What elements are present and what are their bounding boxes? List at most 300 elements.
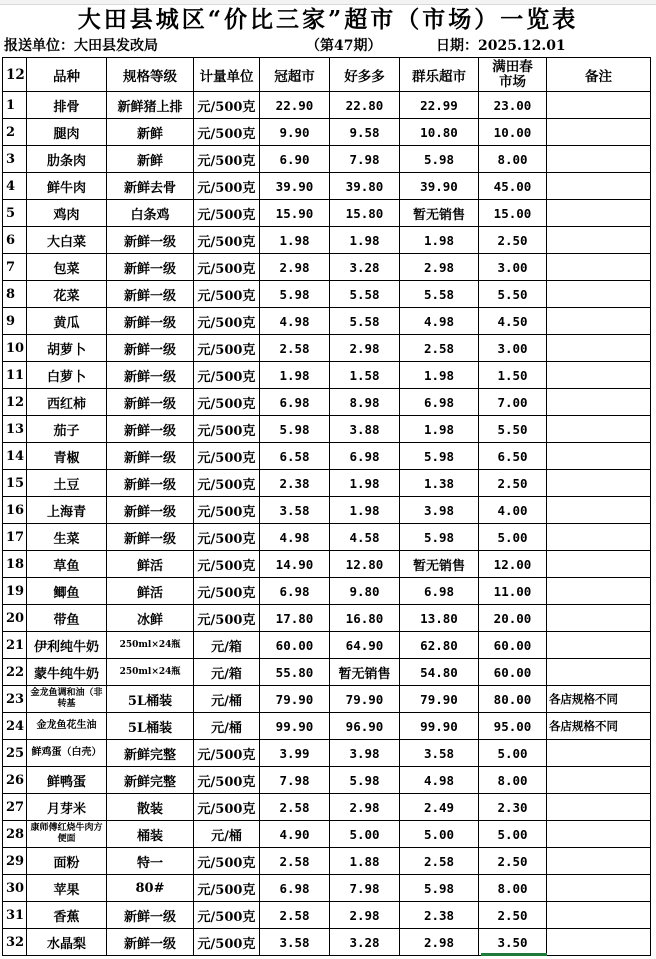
table-cell[interactable]: 3.28 xyxy=(330,254,400,281)
table-cell[interactable]: 元/500克 xyxy=(194,497,260,524)
table-cell[interactable]: 2.98 xyxy=(330,902,400,929)
table-cell[interactable]: 6.98 xyxy=(400,389,479,416)
table-cell[interactable] xyxy=(547,416,651,443)
table-cell[interactable]: 60.00 xyxy=(479,659,547,686)
header-cell[interactable]: 规格等级 xyxy=(107,58,194,92)
table-cell[interactable]: 元/500克 xyxy=(194,740,260,767)
table-cell[interactable]: 28 xyxy=(3,821,27,848)
table-cell[interactable] xyxy=(547,659,651,686)
table-cell[interactable]: 1.88 xyxy=(330,848,400,875)
table-cell[interactable]: 9.90 xyxy=(260,119,330,146)
table-cell[interactable]: 白条鸡 xyxy=(107,200,194,227)
table-cell[interactable]: 9 xyxy=(3,308,27,335)
table-cell[interactable]: 54.80 xyxy=(400,659,479,686)
table-cell[interactable] xyxy=(547,119,651,146)
table-cell[interactable]: 元/500克 xyxy=(194,470,260,497)
table-cell[interactable]: 2.50 xyxy=(479,848,547,875)
table-cell[interactable]: 5L桶装 xyxy=(107,713,194,740)
table-cell[interactable]: 5.00 xyxy=(479,524,547,551)
table-cell[interactable]: 17.80 xyxy=(260,605,330,632)
table-cell[interactable]: 1.98 xyxy=(260,362,330,389)
table-cell[interactable]: 80.00 xyxy=(479,686,547,713)
table-cell[interactable]: 元/桶 xyxy=(194,713,260,740)
table-cell[interactable]: 10.80 xyxy=(400,119,479,146)
table-cell[interactable]: 8.00 xyxy=(479,875,547,902)
table-cell[interactable]: 14.90 xyxy=(260,551,330,578)
table-cell[interactable]: 1.58 xyxy=(330,362,400,389)
table-cell[interactable]: 3.98 xyxy=(400,497,479,524)
table-cell[interactable]: 新鲜一级 xyxy=(107,902,194,929)
table-cell[interactable]: 11 xyxy=(3,362,27,389)
table-cell[interactable]: 23 xyxy=(3,686,27,713)
table-cell[interactable] xyxy=(547,605,651,632)
table-cell[interactable]: 新鲜一级 xyxy=(107,308,194,335)
table-cell[interactable]: 15.80 xyxy=(330,200,400,227)
table-cell[interactable] xyxy=(547,443,651,470)
table-cell[interactable]: 元/500克 xyxy=(194,200,260,227)
table-cell[interactable]: 62.80 xyxy=(400,632,479,659)
table-cell[interactable]: 4.98 xyxy=(260,524,330,551)
table-cell[interactable]: 新鲜一级 xyxy=(107,524,194,551)
table-cell[interactable]: 10.00 xyxy=(479,119,547,146)
table-cell[interactable]: 7.98 xyxy=(330,875,400,902)
table-cell[interactable]: 8.00 xyxy=(479,767,547,794)
table-cell[interactable]: 39.80 xyxy=(330,173,400,200)
table-cell[interactable]: 4.98 xyxy=(260,308,330,335)
table-cell[interactable]: 元/500克 xyxy=(194,578,260,605)
table-cell[interactable] xyxy=(547,470,651,497)
table-cell[interactable] xyxy=(547,308,651,335)
table-cell[interactable]: 元/500克 xyxy=(194,254,260,281)
table-cell[interactable]: 元/500克 xyxy=(194,362,260,389)
table-cell[interactable]: 新鲜一级 xyxy=(107,389,194,416)
table-cell[interactable]: 64.90 xyxy=(330,632,400,659)
table-cell[interactable]: 5.00 xyxy=(400,821,479,848)
header-cell[interactable]: 品种 xyxy=(27,58,107,92)
table-cell[interactable]: 30 xyxy=(3,875,27,902)
table-cell[interactable]: 生菜 xyxy=(27,524,107,551)
table-cell[interactable]: 大白菜 xyxy=(27,227,107,254)
table-cell[interactable] xyxy=(547,281,651,308)
table-cell[interactable]: 79.90 xyxy=(400,686,479,713)
table-cell[interactable]: 55.80 xyxy=(260,659,330,686)
table-cell[interactable]: 3.50 xyxy=(479,929,547,956)
table-cell[interactable]: 3 xyxy=(3,146,27,173)
table-cell[interactable]: 3.28 xyxy=(330,929,400,956)
table-cell[interactable] xyxy=(547,794,651,821)
table-cell[interactable]: 肋条肉 xyxy=(27,146,107,173)
table-cell[interactable]: 1.98 xyxy=(330,470,400,497)
table-cell[interactable]: 5.98 xyxy=(330,767,400,794)
table-cell[interactable]: 各店规格不同 xyxy=(547,713,651,740)
table-cell[interactable]: 39.90 xyxy=(400,173,479,200)
table-cell[interactable] xyxy=(547,146,651,173)
table-cell[interactable] xyxy=(547,848,651,875)
table-cell[interactable]: 2.50 xyxy=(479,902,547,929)
table-cell[interactable]: 5.98 xyxy=(400,146,479,173)
table-cell[interactable]: 16 xyxy=(3,497,27,524)
table-cell[interactable]: 3.88 xyxy=(330,416,400,443)
date-label: 日期：2025.12.01 xyxy=(436,38,566,54)
table-cell[interactable]: 60.00 xyxy=(260,632,330,659)
table-cell[interactable]: 鲜活 xyxy=(107,578,194,605)
table-cell[interactable]: 鲜鸡蛋（白壳） xyxy=(27,740,107,767)
table-cell[interactable]: 金龙鱼调和油（非转基 xyxy=(27,686,107,713)
table-cell[interactable]: 各店规格不同 xyxy=(547,686,651,713)
table-cell[interactable] xyxy=(547,767,651,794)
table-cell[interactable]: 4.00 xyxy=(479,497,547,524)
table-cell[interactable]: 新鲜一级 xyxy=(107,470,194,497)
table-cell[interactable]: 苹果 xyxy=(27,875,107,902)
table-cell[interactable]: 24 xyxy=(3,713,27,740)
table-cell[interactable]: 5.98 xyxy=(400,875,479,902)
table-cell[interactable]: 96.90 xyxy=(330,713,400,740)
table-cell[interactable]: 15.00 xyxy=(479,200,547,227)
table-cell[interactable] xyxy=(547,173,651,200)
table-cell[interactable]: 14 xyxy=(3,443,27,470)
table-cell[interactable]: 新鲜一级 xyxy=(107,335,194,362)
table-cell[interactable]: 1.98 xyxy=(330,497,400,524)
table-cell[interactable]: 12.00 xyxy=(479,551,547,578)
table-cell[interactable]: 5L桶装 xyxy=(107,686,194,713)
table-cell[interactable]: 7.00 xyxy=(479,389,547,416)
table-cell[interactable]: 新鲜完整 xyxy=(107,767,194,794)
table-cell[interactable]: 元/500克 xyxy=(194,875,260,902)
table-cell[interactable]: 元/桶 xyxy=(194,821,260,848)
table-cell[interactable]: 10 xyxy=(3,335,27,362)
table-cell[interactable]: 16.80 xyxy=(330,605,400,632)
table-cell[interactable]: 5.00 xyxy=(479,821,547,848)
table-cell[interactable]: 2.98 xyxy=(260,254,330,281)
table-cell[interactable]: 暂无销售 xyxy=(400,200,479,227)
table-cell[interactable]: 元/500克 xyxy=(194,794,260,821)
table-cell[interactable]: 4.58 xyxy=(330,524,400,551)
table-cell[interactable]: 暂无销售 xyxy=(330,659,400,686)
table-cell[interactable]: 4.50 xyxy=(479,308,547,335)
table-cell[interactable]: 2.30 xyxy=(479,794,547,821)
table-cell[interactable] xyxy=(547,902,651,929)
table-cell[interactable]: 60.00 xyxy=(479,632,547,659)
table-cell[interactable]: 12.80 xyxy=(330,551,400,578)
table-cell[interactable]: 2.50 xyxy=(479,227,547,254)
table-cell[interactable]: 元/500克 xyxy=(194,227,260,254)
table-cell[interactable]: 250ml×24瓶 xyxy=(107,632,194,659)
table-cell[interactable]: 黄瓜 xyxy=(27,308,107,335)
table-cell[interactable]: 蒙牛纯牛奶 xyxy=(27,659,107,686)
table-cell[interactable]: 元/500克 xyxy=(194,929,260,956)
table-cell[interactable]: 3.00 xyxy=(479,335,547,362)
table-cell[interactable]: 新鲜完整 xyxy=(107,740,194,767)
table-cell[interactable]: 22.80 xyxy=(330,92,400,119)
table-cell[interactable]: 排骨 xyxy=(27,92,107,119)
table-cell[interactable] xyxy=(547,92,651,119)
table-cell[interactable]: 6.98 xyxy=(260,875,330,902)
table-cell[interactable]: 22.99 xyxy=(400,92,479,119)
table-cell[interactable]: 3.58 xyxy=(260,929,330,956)
table-cell[interactable]: 11.00 xyxy=(479,578,547,605)
table-cell[interactable]: 3.98 xyxy=(330,740,400,767)
table-cell[interactable]: 99.90 xyxy=(260,713,330,740)
header-cell[interactable]: 满田春 市场 xyxy=(479,58,547,92)
header-cell[interactable]: 群乐超市 xyxy=(400,58,479,92)
table-cell[interactable]: 4.98 xyxy=(400,308,479,335)
table-cell[interactable]: 79.90 xyxy=(260,686,330,713)
table-cell[interactable]: 2.49 xyxy=(400,794,479,821)
table-cell[interactable]: 散装 xyxy=(107,794,194,821)
table-cell[interactable]: 元/箱 xyxy=(194,659,260,686)
header-cell[interactable]: 备注 xyxy=(547,58,651,92)
header-cell[interactable]: 好多多 xyxy=(330,58,400,92)
table-cell[interactable]: 特一 xyxy=(107,848,194,875)
table-cell[interactable]: 元/500克 xyxy=(194,416,260,443)
table-cell[interactable]: 20 xyxy=(3,605,27,632)
table-cell[interactable]: 29 xyxy=(3,848,27,875)
table-cell[interactable]: 新鲜一级 xyxy=(107,443,194,470)
table-cell[interactable]: 新鲜一级 xyxy=(107,497,194,524)
table-cell[interactable]: 3.58 xyxy=(260,497,330,524)
table-cell[interactable]: 6.50 xyxy=(479,443,547,470)
table-cell[interactable] xyxy=(547,254,651,281)
table-cell[interactable] xyxy=(547,875,651,902)
table-cell[interactable]: 新鲜一级 xyxy=(107,416,194,443)
table-cell[interactable]: 元/500克 xyxy=(194,443,260,470)
table-cell[interactable]: 2.98 xyxy=(400,929,479,956)
table-cell[interactable]: 新鲜一级 xyxy=(107,227,194,254)
table-cell[interactable]: 2.58 xyxy=(260,902,330,929)
table-cell[interactable]: 5.00 xyxy=(330,821,400,848)
table-cell[interactable]: 2.50 xyxy=(479,470,547,497)
table-cell[interactable]: 7.98 xyxy=(260,767,330,794)
table-cell[interactable]: 金龙鱼花生油 xyxy=(27,713,107,740)
table-cell[interactable]: 2.98 xyxy=(400,254,479,281)
table-cell[interactable]: 1.38 xyxy=(400,470,479,497)
table-cell[interactable]: 带鱼 xyxy=(27,605,107,632)
table-cell[interactable]: 水晶梨 xyxy=(27,929,107,956)
table-cell[interactable]: 腿肉 xyxy=(27,119,107,146)
table-cell[interactable]: 元/500克 xyxy=(194,308,260,335)
table-cell[interactable] xyxy=(547,200,651,227)
table-cell[interactable]: 2.58 xyxy=(400,335,479,362)
table-cell[interactable]: 元/500克 xyxy=(194,389,260,416)
table-cell[interactable]: 2.58 xyxy=(260,794,330,821)
table-cell[interactable]: 包菜 xyxy=(27,254,107,281)
table-cell[interactable]: 元/500克 xyxy=(194,146,260,173)
table-cell[interactable]: 冰鲜 xyxy=(107,605,194,632)
table-cell[interactable]: 5.98 xyxy=(260,281,330,308)
table-cell[interactable] xyxy=(547,389,651,416)
table-cell[interactable]: 32 xyxy=(3,929,27,956)
table-cell[interactable]: 草鱼 xyxy=(27,551,107,578)
table-cell[interactable] xyxy=(547,524,651,551)
table-cell[interactable]: 元/500克 xyxy=(194,335,260,362)
table-cell[interactable]: 新鲜 xyxy=(107,146,194,173)
table-cell[interactable]: 99.90 xyxy=(400,713,479,740)
table-cell[interactable]: 1.98 xyxy=(400,416,479,443)
table-cell[interactable]: 18 xyxy=(3,551,27,578)
table-cell[interactable]: 80# xyxy=(107,875,194,902)
table-cell[interactable]: 1.98 xyxy=(330,227,400,254)
table-cell[interactable]: 17 xyxy=(3,524,27,551)
table-cell[interactable]: 鲜牛肉 xyxy=(27,173,107,200)
table-cell[interactable]: 5.58 xyxy=(330,281,400,308)
table-cell[interactable]: 青椒 xyxy=(27,443,107,470)
table-cell[interactable]: 6 xyxy=(3,227,27,254)
table-cell[interactable]: 元/500克 xyxy=(194,848,260,875)
table-cell[interactable]: 26 xyxy=(3,767,27,794)
table-cell[interactable]: 西红柿 xyxy=(27,389,107,416)
table-cell[interactable]: 4.90 xyxy=(260,821,330,848)
table-cell[interactable]: 茄子 xyxy=(27,416,107,443)
table-cell[interactable]: 上海青 xyxy=(27,497,107,524)
table-cell[interactable]: 39.90 xyxy=(260,173,330,200)
table-cell[interactable]: 胡萝卜 xyxy=(27,335,107,362)
table-cell[interactable] xyxy=(547,578,651,605)
table-cell[interactable]: 6.98 xyxy=(330,443,400,470)
table-cell[interactable] xyxy=(547,362,651,389)
table-cell[interactable]: 5.98 xyxy=(400,443,479,470)
table-cell[interactable]: 250ml×24瓶 xyxy=(107,659,194,686)
table-cell[interactable]: 5 xyxy=(3,200,27,227)
table-cell[interactable]: 新鲜猪上排 xyxy=(107,92,194,119)
table-cell[interactable]: 鲜鸭蛋 xyxy=(27,767,107,794)
table-cell[interactable]: 元/500克 xyxy=(194,92,260,119)
table-cell[interactable]: 27 xyxy=(3,794,27,821)
table-cell[interactable]: 新鲜一级 xyxy=(107,929,194,956)
table-cell[interactable]: 1.98 xyxy=(400,227,479,254)
table-cell[interactable] xyxy=(547,929,651,956)
header-cell[interactable]: 计量单位 xyxy=(194,58,260,92)
table-cell[interactable] xyxy=(547,821,651,848)
table-cell[interactable]: 7.98 xyxy=(330,146,400,173)
table-cell[interactable]: 13.80 xyxy=(400,605,479,632)
table-cell[interactable]: 2.38 xyxy=(400,902,479,929)
table-cell[interactable]: 13 xyxy=(3,416,27,443)
table-cell[interactable]: 2.58 xyxy=(260,335,330,362)
table-cell[interactable]: 3.58 xyxy=(400,740,479,767)
table-cell[interactable]: 8.98 xyxy=(330,389,400,416)
table-cell[interactable]: 元/500克 xyxy=(194,551,260,578)
table-cell[interactable]: 新鲜一级 xyxy=(107,362,194,389)
table-cell[interactable]: 20.00 xyxy=(479,605,547,632)
header-cell[interactable]: 12 xyxy=(3,58,27,92)
table-cell[interactable]: 1.98 xyxy=(260,227,330,254)
table-cell[interactable]: 5.58 xyxy=(400,281,479,308)
table-cell[interactable]: 15 xyxy=(3,470,27,497)
table-cell[interactable]: 3.00 xyxy=(479,254,547,281)
table-cell[interactable]: 元/500克 xyxy=(194,605,260,632)
table-row xyxy=(3,605,651,632)
table-cell[interactable]: 元/500克 xyxy=(194,902,260,929)
table-cell[interactable]: 5.98 xyxy=(400,524,479,551)
table-cell[interactable]: 21 xyxy=(3,632,27,659)
table-cell[interactable]: 香蕉 xyxy=(27,902,107,929)
table-cell[interactable]: 元/500克 xyxy=(194,119,260,146)
table-cell[interactable]: 元/500克 xyxy=(194,524,260,551)
table-cell[interactable]: 1.50 xyxy=(479,362,547,389)
table-cell[interactable]: 5.00 xyxy=(479,740,547,767)
table-cell[interactable]: 8 xyxy=(3,281,27,308)
table-cell[interactable]: 5.58 xyxy=(330,308,400,335)
table-cell[interactable]: 6.58 xyxy=(260,443,330,470)
table-cell[interactable]: 45.00 xyxy=(479,173,547,200)
table-cell[interactable]: 6.98 xyxy=(400,578,479,605)
table-cell[interactable]: 2 xyxy=(3,119,27,146)
table-cell[interactable] xyxy=(547,227,651,254)
table-cell[interactable]: 元/箱 xyxy=(194,632,260,659)
table-cell[interactable]: 新鲜 xyxy=(107,119,194,146)
table-cell[interactable]: 5.50 xyxy=(479,281,547,308)
table-cell[interactable]: 95.00 xyxy=(479,713,547,740)
table-cell[interactable]: 鲜活 xyxy=(107,551,194,578)
table-cell[interactable]: 4 xyxy=(3,173,27,200)
table-cell[interactable]: 8.00 xyxy=(479,146,547,173)
table-cell[interactable]: 12 xyxy=(3,389,27,416)
table-cell[interactable]: 新鲜一级 xyxy=(107,281,194,308)
table-cell[interactable]: 15.90 xyxy=(260,200,330,227)
table-cell[interactable]: 6.98 xyxy=(260,389,330,416)
table-cell[interactable]: 2.58 xyxy=(260,848,330,875)
table-cell[interactable]: 6.98 xyxy=(260,578,330,605)
table-cell[interactable]: 9.58 xyxy=(330,119,400,146)
table-cell[interactable]: 新鲜去骨 xyxy=(107,173,194,200)
table-cell[interactable]: 22.90 xyxy=(260,92,330,119)
table-cell[interactable]: 6.90 xyxy=(260,146,330,173)
table-cell[interactable] xyxy=(547,632,651,659)
table-cell[interactable]: 19 xyxy=(3,578,27,605)
table-cell[interactable]: 5.98 xyxy=(260,416,330,443)
table-cell[interactable]: 康师傅红烧牛肉方便面 xyxy=(27,821,107,848)
table-cell[interactable]: 元/桶 xyxy=(194,686,260,713)
table-cell[interactable] xyxy=(547,740,651,767)
table-cell[interactable]: 23.00 xyxy=(479,92,547,119)
table-cell[interactable]: 花菜 xyxy=(27,281,107,308)
table-cell[interactable]: 土豆 xyxy=(27,470,107,497)
table-cell[interactable] xyxy=(547,497,651,524)
table-cell[interactable]: 白萝卜 xyxy=(27,362,107,389)
table-cell[interactable]: 元/500克 xyxy=(194,173,260,200)
table-cell[interactable]: 2.98 xyxy=(330,794,400,821)
table-cell[interactable]: 3.99 xyxy=(260,740,330,767)
table-cell[interactable]: 月芽米 xyxy=(27,794,107,821)
table-row xyxy=(3,119,651,146)
table-cell[interactable]: 31 xyxy=(3,902,27,929)
table-cell[interactable]: 元/500克 xyxy=(194,281,260,308)
table-cell[interactable]: 79.90 xyxy=(330,686,400,713)
table-cell[interactable]: 2.98 xyxy=(330,335,400,362)
table-cell[interactable]: 2.38 xyxy=(260,470,330,497)
table-cell[interactable]: 25 xyxy=(3,740,27,767)
table-cell[interactable]: 22 xyxy=(3,659,27,686)
table-cell[interactable]: 鸡肉 xyxy=(27,200,107,227)
table-cell[interactable]: 新鲜一级 xyxy=(107,254,194,281)
header-cell[interactable]: 冠超市 xyxy=(260,58,330,92)
table-cell[interactable]: 桶装 xyxy=(107,821,194,848)
table-cell[interactable]: 2.58 xyxy=(400,848,479,875)
table-cell[interactable]: 7 xyxy=(3,254,27,281)
table-cell[interactable]: 1 xyxy=(3,92,27,119)
table-cell[interactable]: 1.98 xyxy=(400,362,479,389)
table-cell[interactable]: 元/500克 xyxy=(194,767,260,794)
table-cell[interactable]: 4.98 xyxy=(400,767,479,794)
table-cell[interactable]: 9.80 xyxy=(330,578,400,605)
table-cell[interactable] xyxy=(547,551,651,578)
table-cell[interactable]: 面粉 xyxy=(27,848,107,875)
table-cell[interactable]: 暂无销售 xyxy=(400,551,479,578)
table-cell[interactable]: 伊利纯牛奶 xyxy=(27,632,107,659)
table-cell[interactable] xyxy=(547,335,651,362)
table-cell[interactable]: 5.50 xyxy=(479,416,547,443)
table-cell[interactable]: 鲫鱼 xyxy=(27,578,107,605)
